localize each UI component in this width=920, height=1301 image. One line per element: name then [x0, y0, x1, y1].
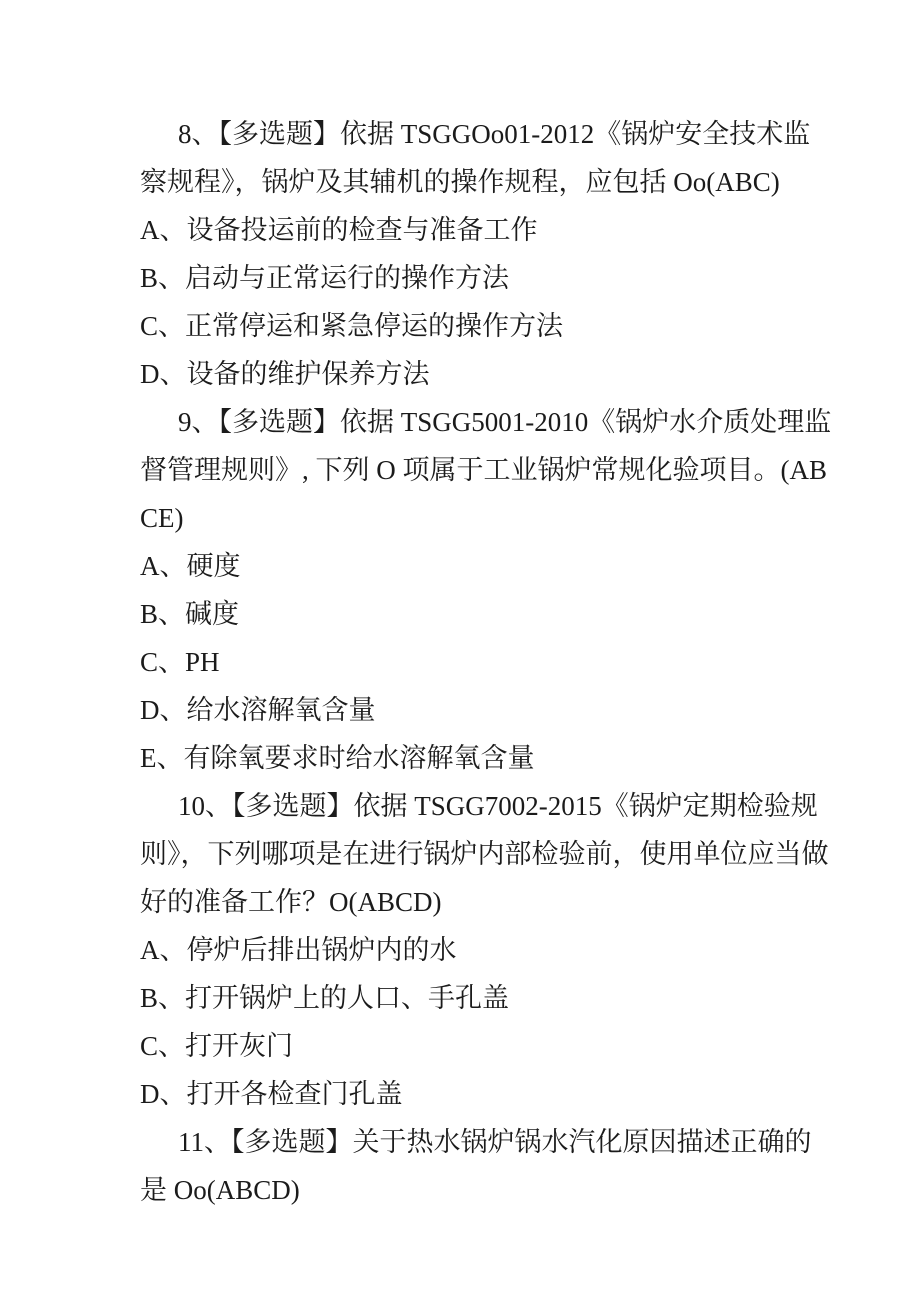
question-8-option-A: A、设备投运前的检查与准备工作 — [140, 215, 538, 245]
question-9-option-E: E、有除氧要求时给水溶解氧含量 — [140, 743, 535, 773]
question-10-stem: 10、【多选题】依据 TSGG7002-2015《锅炉定期检验规则》，下列哪项是在进行锅炉内部检验前，使用单位应当做好的准备工作？O(ABCD) — [140, 791, 829, 917]
question-9-option-A: A、硬度 — [140, 551, 241, 581]
question-8-option-C: C、正常停运和紧急停运的操作方法 — [140, 311, 564, 341]
question-10-option-B: B、打开锅炉上的人口、手孔盖 — [140, 983, 510, 1013]
question-10-option-C: C、打开灰门 — [140, 1031, 294, 1061]
question-8-stem: 8、【多选题】依据 TSGGOo01-2012《锅炉安全技术监察规程》，锅炉及其辅机的操作规程，应包括 Oo(ABC) — [140, 119, 811, 197]
question-10-option-A: A、停炉后排出锅炉内的水 — [140, 935, 457, 965]
question-11-stem: 11、【多选题】关于热水锅炉锅水汽化原因描述正确的是 Oo(ABCD) — [140, 1127, 812, 1205]
question-10-option-D: D、打开各检查门孔盖 — [140, 1079, 403, 1109]
question-9-option-D: D、给水溶解氧含量 — [140, 695, 376, 725]
question-9-option-B: B、碱度 — [140, 599, 240, 629]
question-8-option-B: B、启动与正常运行的操作方法 — [140, 263, 510, 293]
question-9-option-C: C、PH — [140, 647, 220, 677]
question-9-stem: 9、【多选题】依据 TSGG5001-2010《锅炉水介质处理监督管理规则》, 下列 O 项属于工业锅炉常规化验项目。(ABCE) — [140, 407, 832, 533]
question-8-option-D: D、设备的维护保养方法 — [140, 359, 430, 389]
